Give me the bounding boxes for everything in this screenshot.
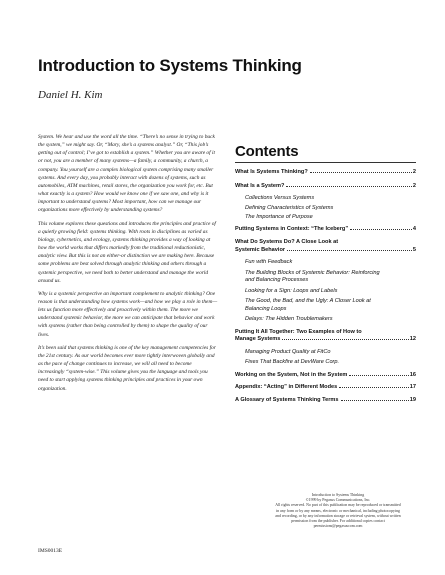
toc-entry-title: Collections Versus Systems <box>245 195 315 201</box>
author-name: Daniel H. Kim <box>38 89 103 101</box>
toc-entry[interactable] <box>235 205 416 213</box>
toc-leader-dots <box>341 400 409 401</box>
toc-entry[interactable] <box>235 214 416 222</box>
colophon-line: in any form or by any means, electronic or mechanical, including photocopying <box>276 508 400 513</box>
toc-entry[interactable] <box>235 247 416 255</box>
toc-page-number: 2 <box>412 169 416 175</box>
toc-entry-title: Working on the System, Not in the System <box>235 371 348 378</box>
toc-leader-dots <box>310 172 412 173</box>
toc-entry[interactable] <box>235 384 416 392</box>
toc-entry-title: What Is a System? <box>235 182 285 189</box>
colophon-line: and recording, or by any information storage or retrieval system, without written <box>275 513 401 518</box>
table-of-contents <box>235 143 416 404</box>
toc-entry[interactable] <box>235 288 416 296</box>
toc-entry[interactable] <box>235 359 416 367</box>
toc-page-number: 2 <box>412 182 416 189</box>
toc-entry-title: The Good, the Bad, and the Ugly: A Closer Look at <box>245 298 371 304</box>
toc-entry-title: Appendix: “Acting” in Different Modes <box>235 384 338 390</box>
toc-entry[interactable] <box>235 169 416 177</box>
toc-entry-title: What Do Systems Do? A Close Look at <box>235 239 339 245</box>
toc-page-number: 16 <box>409 371 416 378</box>
toc-entry-title: Putting It All Together: Two Examples of How to <box>235 328 362 335</box>
colophon-line: Introduction to Systems Thinking <box>311 493 365 497</box>
colophon-line: ©1999 by Pegasus Communications, Inc. <box>305 498 371 503</box>
toc-entry-title: The Building Blocks of Systemic Behavior: Reinforcing <box>245 269 380 276</box>
toc-entry-title: Managing Product Quality at FitCo <box>245 348 331 355</box>
toc-entry-title: The Importance of Purpose <box>245 214 313 220</box>
toc-entry[interactable] <box>235 183 416 191</box>
colophon-line: permission from the publisher. For additional copies contact <box>291 519 385 524</box>
toc-entry[interactable] <box>235 372 416 380</box>
toc-entry[interactable] <box>235 349 416 357</box>
toc-entry[interactable] <box>235 316 416 324</box>
toc-entry-title: Defining Characteristics of Systems <box>245 204 334 211</box>
toc-page-number: 19 <box>409 396 416 403</box>
toc-page-number: 4 <box>412 225 416 232</box>
toc-page-number: 17 <box>409 384 416 390</box>
document-title: Introduction to Systems Thinking <box>38 56 302 75</box>
toc-entry-title: Putting Systems in Context: “The Iceberg” <box>235 225 349 232</box>
intro-paragraph: It’s been said that systems thinking is one of the key management competencies for the 21st century. As our world becomes ever more tightly interwoven globally and as the pace of change continues to increase, we will all need to become increasingly “system-wise.” This volume gives you the language and tools you need to start applying systems thinking principles and practices in your own organization. <box>38 344 216 392</box>
toc-entry-title: and Balancing Processes <box>245 277 309 283</box>
toc-page-number: 5 <box>412 246 416 253</box>
toc-entry-title: Fixes That Backfire at DevWare Corp. <box>245 359 340 365</box>
contents-divider <box>235 162 416 163</box>
toc-leader-dots <box>286 186 411 187</box>
toc-entry-title: Fun with Feedback <box>245 259 293 265</box>
intro-paragraph: System. We hear and use the word all the time. “There’s no sense in trying to buck the system,” we might say. Or, “Mary, she’s a systems analyst.” Or, “This job’s getting out of control; I’ve got to establish a system.” Whether you are aware of it or not, you are a member of many systems—a family, a community, a church, a company. You yourself are a complex biological system comprising many smaller systems. And every day, you probably interact with dozens of systems, such as automobiles, ATM machines, retail stores, the organization you work for, etc. But what exactly is a system? How would we know one if we saw one, and why is it important to understand systems? Most important, how can we manage our organizations more effectively by understanding systems? <box>38 134 215 214</box>
toc-entry-title: A Glossary of Systems Thinking Terms <box>235 396 339 403</box>
toc-entry[interactable] <box>235 270 416 278</box>
contents-heading: Contents <box>235 143 299 160</box>
colophon <box>263 493 413 529</box>
intro-paragraph: This volume explores these questions and introduces the principles and practice of a quietly growing field: systems thinking. With roots in disciplines as varied as biology, cybernetics, and ecology, systems thinking provides a way of looking at how the world works that differs markedly from the traditional reductionistic, analytic view. But this is not an either-or distinction we are making here. Because some problems are best solved through analytic thinking and others through a systemic perspective, we need both to better understand and manage the world around us. <box>38 220 216 284</box>
colophon-line: All rights reserved. No part of this publication may be reproduced or transmitted <box>275 503 401 508</box>
product-code: IMS0013E <box>38 548 63 554</box>
toc-leader-dots <box>339 387 409 388</box>
intro-text <box>38 133 218 398</box>
toc-leader-dots <box>350 229 412 230</box>
toc-entry[interactable] <box>235 277 416 285</box>
toc-entry[interactable] <box>235 226 416 234</box>
toc-leader-dots <box>287 250 412 251</box>
toc-entry[interactable] <box>235 306 416 314</box>
colophon-line: permissions@pegasuscom.com <box>313 524 363 529</box>
toc-leader-dots <box>282 339 408 340</box>
toc-entry[interactable] <box>235 298 416 306</box>
toc-entry-title: Systemic Behavior <box>235 246 286 253</box>
toc-list <box>235 169 416 404</box>
toc-entry[interactable] <box>235 336 416 344</box>
toc-entry[interactable] <box>235 259 416 267</box>
toc-leader-dots <box>349 375 408 376</box>
toc-entry[interactable] <box>235 239 416 247</box>
toc-entry-title: Manage Systems <box>235 336 281 342</box>
intro-paragraph: Why is a systemic perspective an important complement to analytic thinking? One reason is that understanding how systems work—and how we play a role in them—lets us function more effectively and proactively within them. The more we understand systemic behavior, the more we can anticipate that behavior and work with systems (rather than being controlled by them) to shape the quality of our lives. <box>38 290 218 338</box>
toc-entry-title: Balancing Loops <box>245 305 287 312</box>
toc-page-number: 12 <box>409 336 416 342</box>
toc-entry[interactable] <box>235 397 416 405</box>
toc-entry-title: Looking for a Sign: Loops and Labels <box>245 287 338 294</box>
toc-entry[interactable] <box>235 195 416 203</box>
toc-entry-title: What Is Systems Thinking? <box>235 169 308 175</box>
toc-entry[interactable] <box>235 329 416 337</box>
toc-entry-title: Delays: The Hidden Troublemakers <box>245 316 333 322</box>
